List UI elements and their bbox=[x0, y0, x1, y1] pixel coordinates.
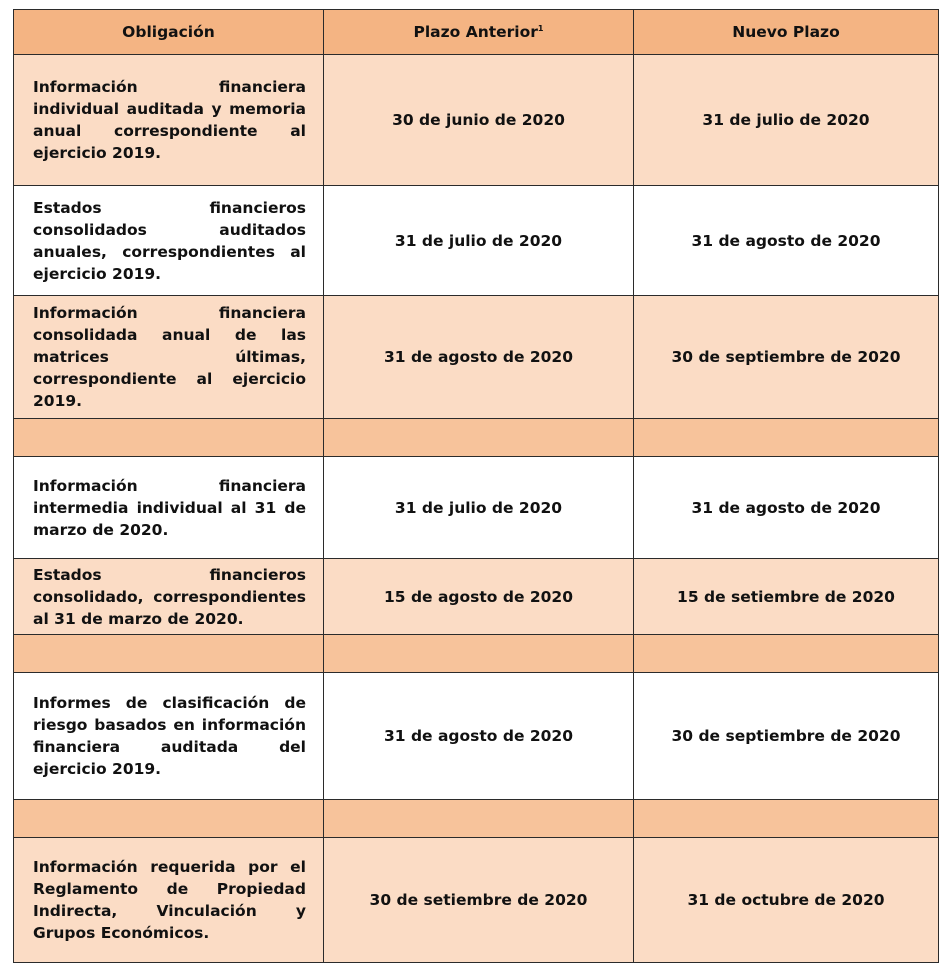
spacer-cell bbox=[634, 635, 939, 673]
obligation-cell: Información financiera individual auditada y memoria anual correspondiente al ejercicio 2019. bbox=[14, 55, 324, 186]
spacer-cell bbox=[324, 635, 634, 673]
spacer-cell bbox=[14, 800, 324, 838]
table-row bbox=[14, 55, 939, 186]
spacer-cell bbox=[14, 635, 324, 673]
previous-deadline-cell: 30 de junio de 2020 bbox=[324, 55, 634, 186]
previous-deadline-cell: 15 de agosto de 2020 bbox=[324, 559, 634, 635]
previous-deadline-cell: 31 de agosto de 2020 bbox=[324, 673, 634, 800]
spacer-cell bbox=[324, 800, 634, 838]
spacer-cell bbox=[634, 419, 939, 457]
new-deadline-cell: 31 de octubre de 2020 bbox=[634, 838, 939, 963]
previous-deadline-cell: 31 de julio de 2020 bbox=[324, 186, 634, 296]
table-row bbox=[14, 838, 939, 963]
spacer-row bbox=[14, 635, 939, 673]
obligation-cell: Estados financieros consolidado, correspondientes al 31 de marzo de 2020. bbox=[14, 559, 324, 635]
new-deadline-cell: 30 de septiembre de 2020 bbox=[634, 673, 939, 800]
table-row bbox=[14, 186, 939, 296]
previous-deadline-cell: 31 de agosto de 2020 bbox=[324, 296, 634, 419]
previous-deadline-cell: 31 de julio de 2020 bbox=[324, 457, 634, 559]
header-previous-deadline-label: Plazo Anterior bbox=[413, 23, 538, 41]
obligation-cell: Información requerida por el Reglamento de Propiedad Indirecta, Vinculación y Grupos Económicos. bbox=[14, 838, 324, 963]
table-row bbox=[14, 457, 939, 559]
spacer-row bbox=[14, 800, 939, 838]
spacer-cell bbox=[634, 800, 939, 838]
obligation-cell: Información financiera intermedia individual al 31 de marzo de 2020. bbox=[14, 457, 324, 559]
footnote-marker: 1 bbox=[537, 23, 544, 33]
table-row bbox=[14, 673, 939, 800]
obligation-cell: Estados financieros consolidados auditados anuales, correspondientes al ejercicio 2019. bbox=[14, 186, 324, 296]
new-deadline-cell: 31 de agosto de 2020 bbox=[634, 457, 939, 559]
previous-deadline-cell: 30 de setiembre de 2020 bbox=[324, 838, 634, 963]
obligation-cell: Información financiera consolidada anual de las matrices últimas, correspondiente al ejercicio 2019. bbox=[14, 296, 324, 419]
header-new-deadline: Nuevo Plazo bbox=[634, 10, 939, 55]
spacer-cell bbox=[324, 419, 634, 457]
obligation-cell: Informes de clasificación de riesgo basados en información financiera auditada del ejercicio 2019. bbox=[14, 673, 324, 800]
header-row bbox=[14, 10, 939, 55]
new-deadline-cell: 31 de agosto de 2020 bbox=[634, 186, 939, 296]
new-deadline-cell: 15 de setiembre de 2020 bbox=[634, 559, 939, 635]
header-previous-deadline bbox=[324, 10, 634, 55]
new-deadline-cell: 30 de septiembre de 2020 bbox=[634, 296, 939, 419]
deadlines-table bbox=[13, 9, 939, 963]
new-deadline-cell: 31 de julio de 2020 bbox=[634, 55, 939, 186]
header-obligation: Obligación bbox=[14, 10, 324, 55]
table-row bbox=[14, 559, 939, 635]
spacer-cell bbox=[14, 419, 324, 457]
table-row bbox=[14, 296, 939, 419]
spacer-row bbox=[14, 419, 939, 457]
